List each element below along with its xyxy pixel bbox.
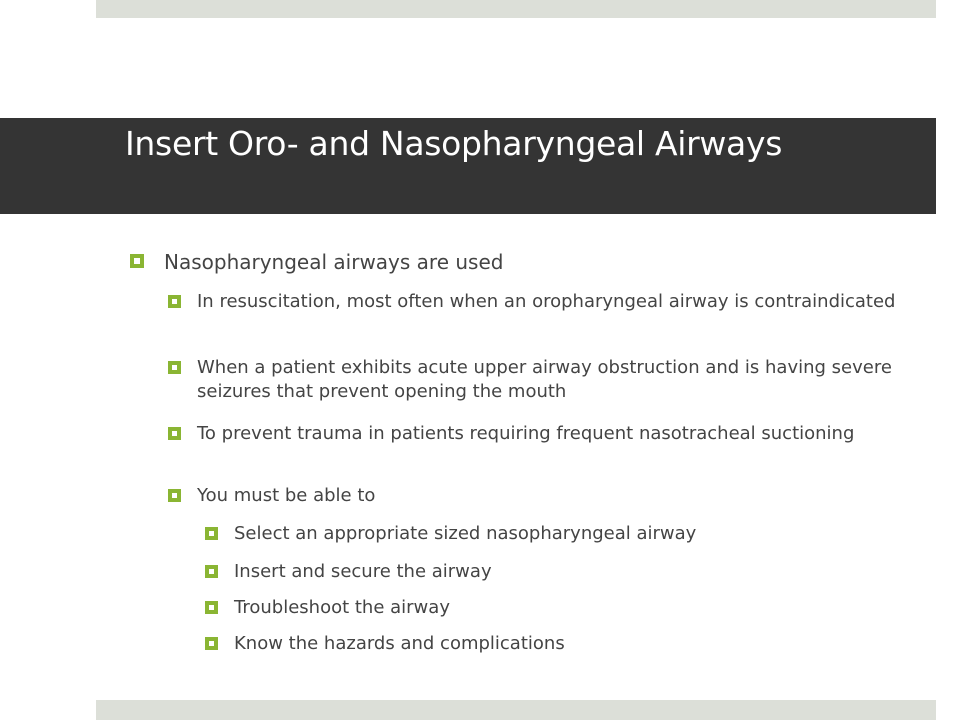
bullet-text: Troubleshoot the airway <box>234 597 450 618</box>
square-bullet-icon <box>168 295 181 308</box>
bullet-item-level2 <box>168 290 897 314</box>
bullet-item-level3 <box>205 632 914 656</box>
bullet-text: Know the hazards and complications <box>234 633 565 654</box>
square-bullet-icon <box>205 637 218 650</box>
bullet-item-level3 <box>205 522 914 546</box>
bullet-item-level2 <box>168 484 897 508</box>
square-bullet-icon <box>130 254 144 268</box>
bullet-item-level3 <box>205 560 914 584</box>
bullet-item-level3 <box>205 596 914 620</box>
square-bullet-icon <box>205 565 218 578</box>
bullet-text: When a patient exhibits acute upper airway obstruction and is having severe seizures that prevent opening the mouth <box>197 357 892 402</box>
slide-title: Insert Oro- and Nasopharyngeal Airways <box>125 124 783 163</box>
square-bullet-icon <box>168 489 181 502</box>
square-bullet-icon <box>168 361 181 374</box>
square-bullet-icon <box>205 601 218 614</box>
bullet-text: Select an appropriate sized nasopharyngeal airway <box>234 523 697 544</box>
bottom-decorative-band <box>96 700 936 720</box>
bullet-item-level2 <box>168 356 897 404</box>
bullet-text: Nasopharyngeal airways are used <box>164 250 504 274</box>
bullet-text: In resuscitation, most often when an oropharyngeal airway is contraindicated <box>197 291 896 312</box>
square-bullet-icon <box>168 427 181 440</box>
bullet-text: To prevent trauma in patients requiring frequent nasotracheal suctioning <box>197 423 855 444</box>
bullet-text: Insert and secure the airway <box>234 561 492 582</box>
square-bullet-icon <box>205 527 218 540</box>
bullet-item-level1 <box>130 249 704 275</box>
bullet-text: You must be able to <box>197 485 376 506</box>
bullet-item-level2 <box>168 422 897 446</box>
